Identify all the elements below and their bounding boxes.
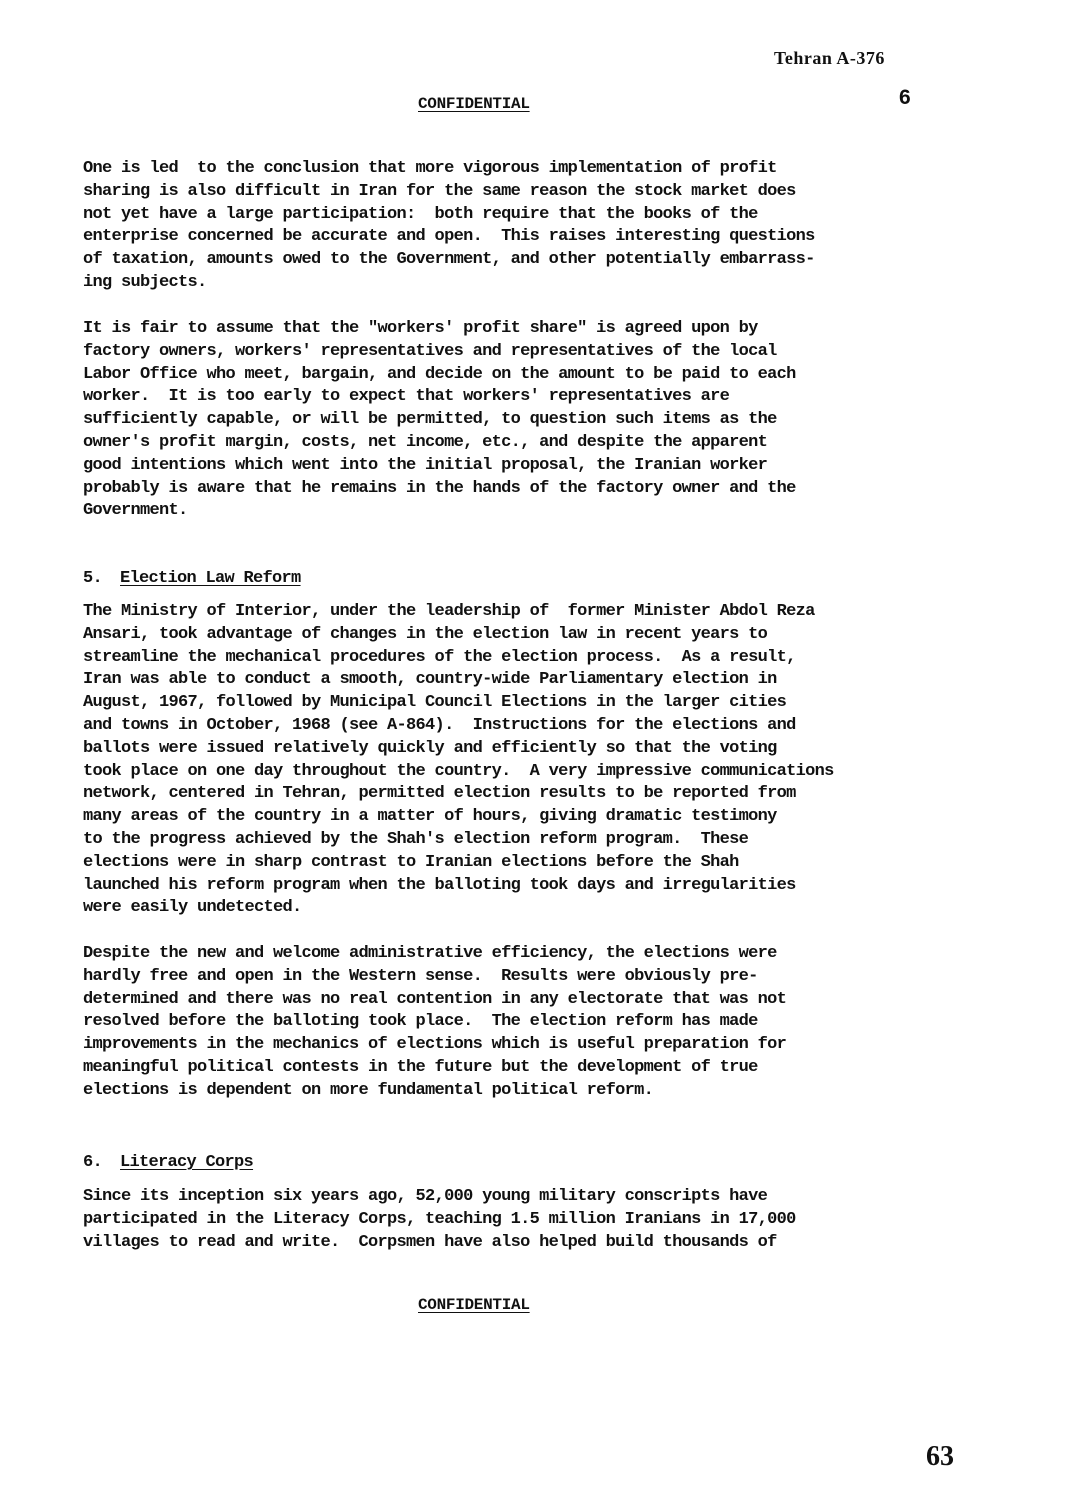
classification-footer: CONFIDENTIAL [418, 1296, 530, 1314]
section-number: 6. [83, 1153, 103, 1172]
section-title: Literacy Corps [120, 1153, 254, 1172]
document-reference: Tehran A-376 [774, 48, 885, 68]
section-heading-election-law-reform [83, 569, 301, 588]
paragraph-profit-sharing: One is led to the conclusion that more vigorous implementation of profit sharing is also difficult in Iran for the same reason the stock market does not yet have a large participation: both require that the books of the enterprise concerned be accurate and open. This raises interesting questions of taxation, amounts owed to the Government, and other potentially embarrass- ing subjects. [83, 159, 815, 292]
section-title: Election Law Reform [120, 569, 301, 588]
paragraph-administrative-efficiency: Despite the new and welcome administrative efficiency, the elections were hardly free and open in the Western sense. Results were obviously pre- determined and there was no real contention in any electorate that was not resolved before the balloting took place. The election reform has made improvements in the mechanics of elections which is useful preparation for meaningful political contests in the future but the development of true elections is dependent on more fundamental political reform. [83, 944, 787, 1100]
paragraph-ministry-of-interior: The Ministry of Interior, under the leadership of former Minister Abdol Reza Ansari, took advantage of changes in the election law in recent years to streamline the mechanical procedures of the election process. As a result, Iran was able to conduct a smooth, country-wide Parliamentary election in August, 1967, followed by Municipal Council Elections in the larger cities and towns in October, 1968 (see A-864). Instructions for the elections and ballots were issued relatively quickly and efficiently so that the voting took place on one day throughout the country. A very impressive communications network, centered in Tehran, permitted election results to be reported from many areas of the country in a matter of hours, giving dramatic testimony to the progress achieved by the Shah's election reform program. These elections were in sharp contrast to Iranian elections before the Shah launched his reform program when the balloting took days and irregularities were easily undetected. [83, 602, 834, 918]
section-number: 5. [83, 569, 103, 588]
paragraph-workers-profit-share: It is fair to assume that the "workers' profit share" is agreed upon by factory owners, workers' representatives and representatives of the local Labor Office who meet, bargain, and decide on the amount to be paid to each worker. It is too early to expect that workers' representatives are sufficiently capable, or will be permitted, to question such items as the owner's profit margin, costs, net income, etc., and despite the apparent good intentions which went into the initial proposal, the Iranian worker probably is aware that he remains in the hands of the factory owner and the Government. [83, 319, 796, 521]
page-number-top: 6 [899, 86, 911, 109]
classification-header: CONFIDENTIAL [418, 95, 530, 113]
paragraph-literacy-corps: Since its inception six years ago, 52,000 young military conscripts have participated in the Literacy Corps, teaching 1.5 million Iranians in 17,000 villages to read and write. Corpsmen have also helped build thousands of [83, 1187, 796, 1252]
page-number-bottom: 63 [926, 1441, 954, 1472]
section-heading-literacy-corps [83, 1153, 253, 1172]
